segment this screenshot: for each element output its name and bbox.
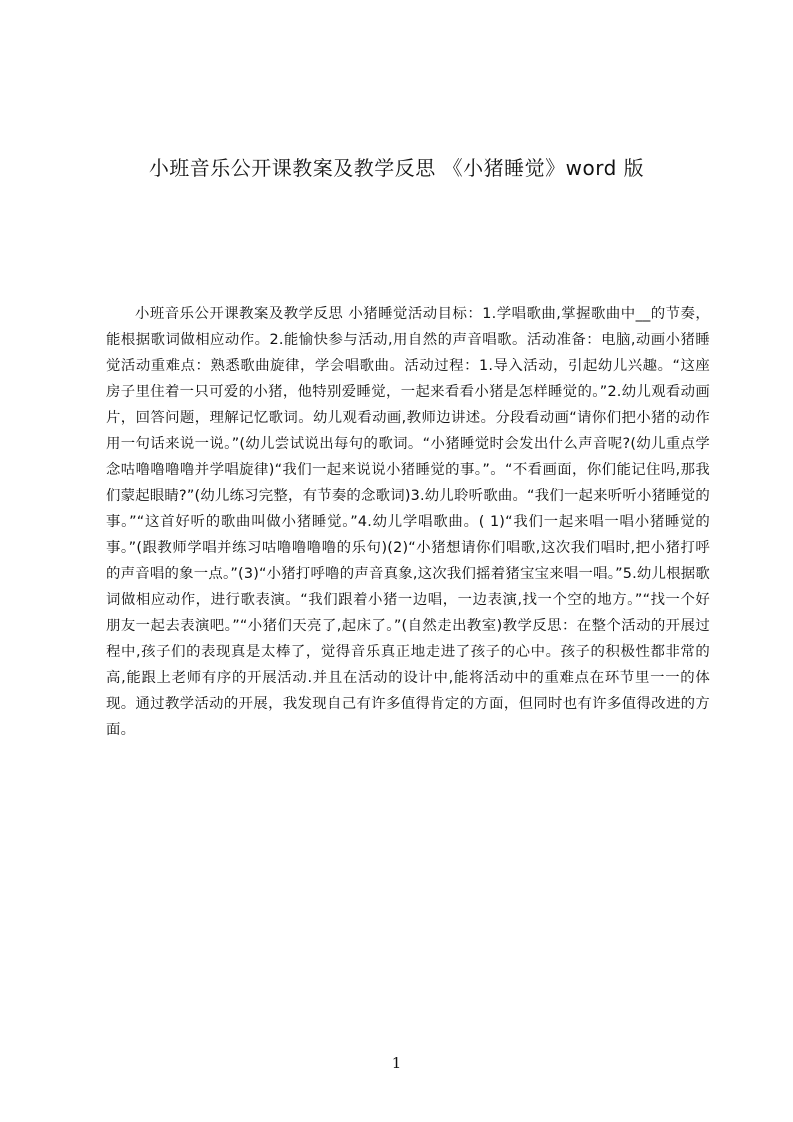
page-number: 1 <box>391 1054 402 1072</box>
document-body-paragraph: 小班音乐公开课教案及教学反思 小猪睡觉活动目标：1.学唱歌曲,掌握歌曲中__的节奏，能根据歌词做相应动作。2.能愉快参与活动,用自然的声音唱歌。活动准备：电脑,动画小猪睡觉活动重难点：熟悉歌曲旋律，学会唱歌曲。活动过程：1.导入活动，引起幼儿兴趣。“这座房子里住着一只可爱的小猪，他特别爱睡觉，一起来看看小猪是怎样睡觉的。”2.幼儿观看动画片，回答问题，理解记忆歌词。幼儿观看动画,教师边讲述。分段看动画“请你们把小猪的动作用一句话来说一说。”(幼儿尝试说出每句的歌词。“小猪睡觉时会发出什么声音呢?(幼儿重点学念咕噜噜噜噜并学唱旋律)“我们一起来说说小猪睡觉的事。”。“不看画面，你们能记住吗,那我们蒙起眼睛?”(幼儿练习完整，有节奏的念歌词)3.幼儿聆听歌曲。“我们一起来听听小猪睡觉的事。”“这首好听的歌曲叫做小猪睡觉。”4.幼儿学唱歌曲。( 1)“我们一起来唱一唱小猪睡觉的事。”(跟教师学唱并练习咕噜噜噜噜的乐句)(2)“小猪想请你们唱歌,这次我们唱时,把小猪打呼的声音唱的象一点。”(3)“小猪打呼噜的声音真象,这次我们摇着猪宝宝来唱一唱。”5.幼儿根据歌词做相应动作，进行歌表演。“我们跟着小猪一边唱，一边表演,找一个空的地方。”“找一个好朋友一起去表演吧。”“小猪们天亮了,起床了。”(自然走出教室)教学反思：在整个活动的开展过程中,孩子们的表现真是太棒了，觉得音乐真正地走进了孩子的心中。孩子的积极性都非常的高,能跟上老师有序的开展活动.并且在活动的设计中,能将活动中的重难点在环节里一一的体现。通过教学活动的开展，我发现自己有许多值得肯定的方面，但同时也有许多值得改进的方面。 <box>106 306 710 739</box>
document-title: 小班音乐公开课教案及教学反思 《小猪睡觉》word 版 <box>148 156 645 181</box>
